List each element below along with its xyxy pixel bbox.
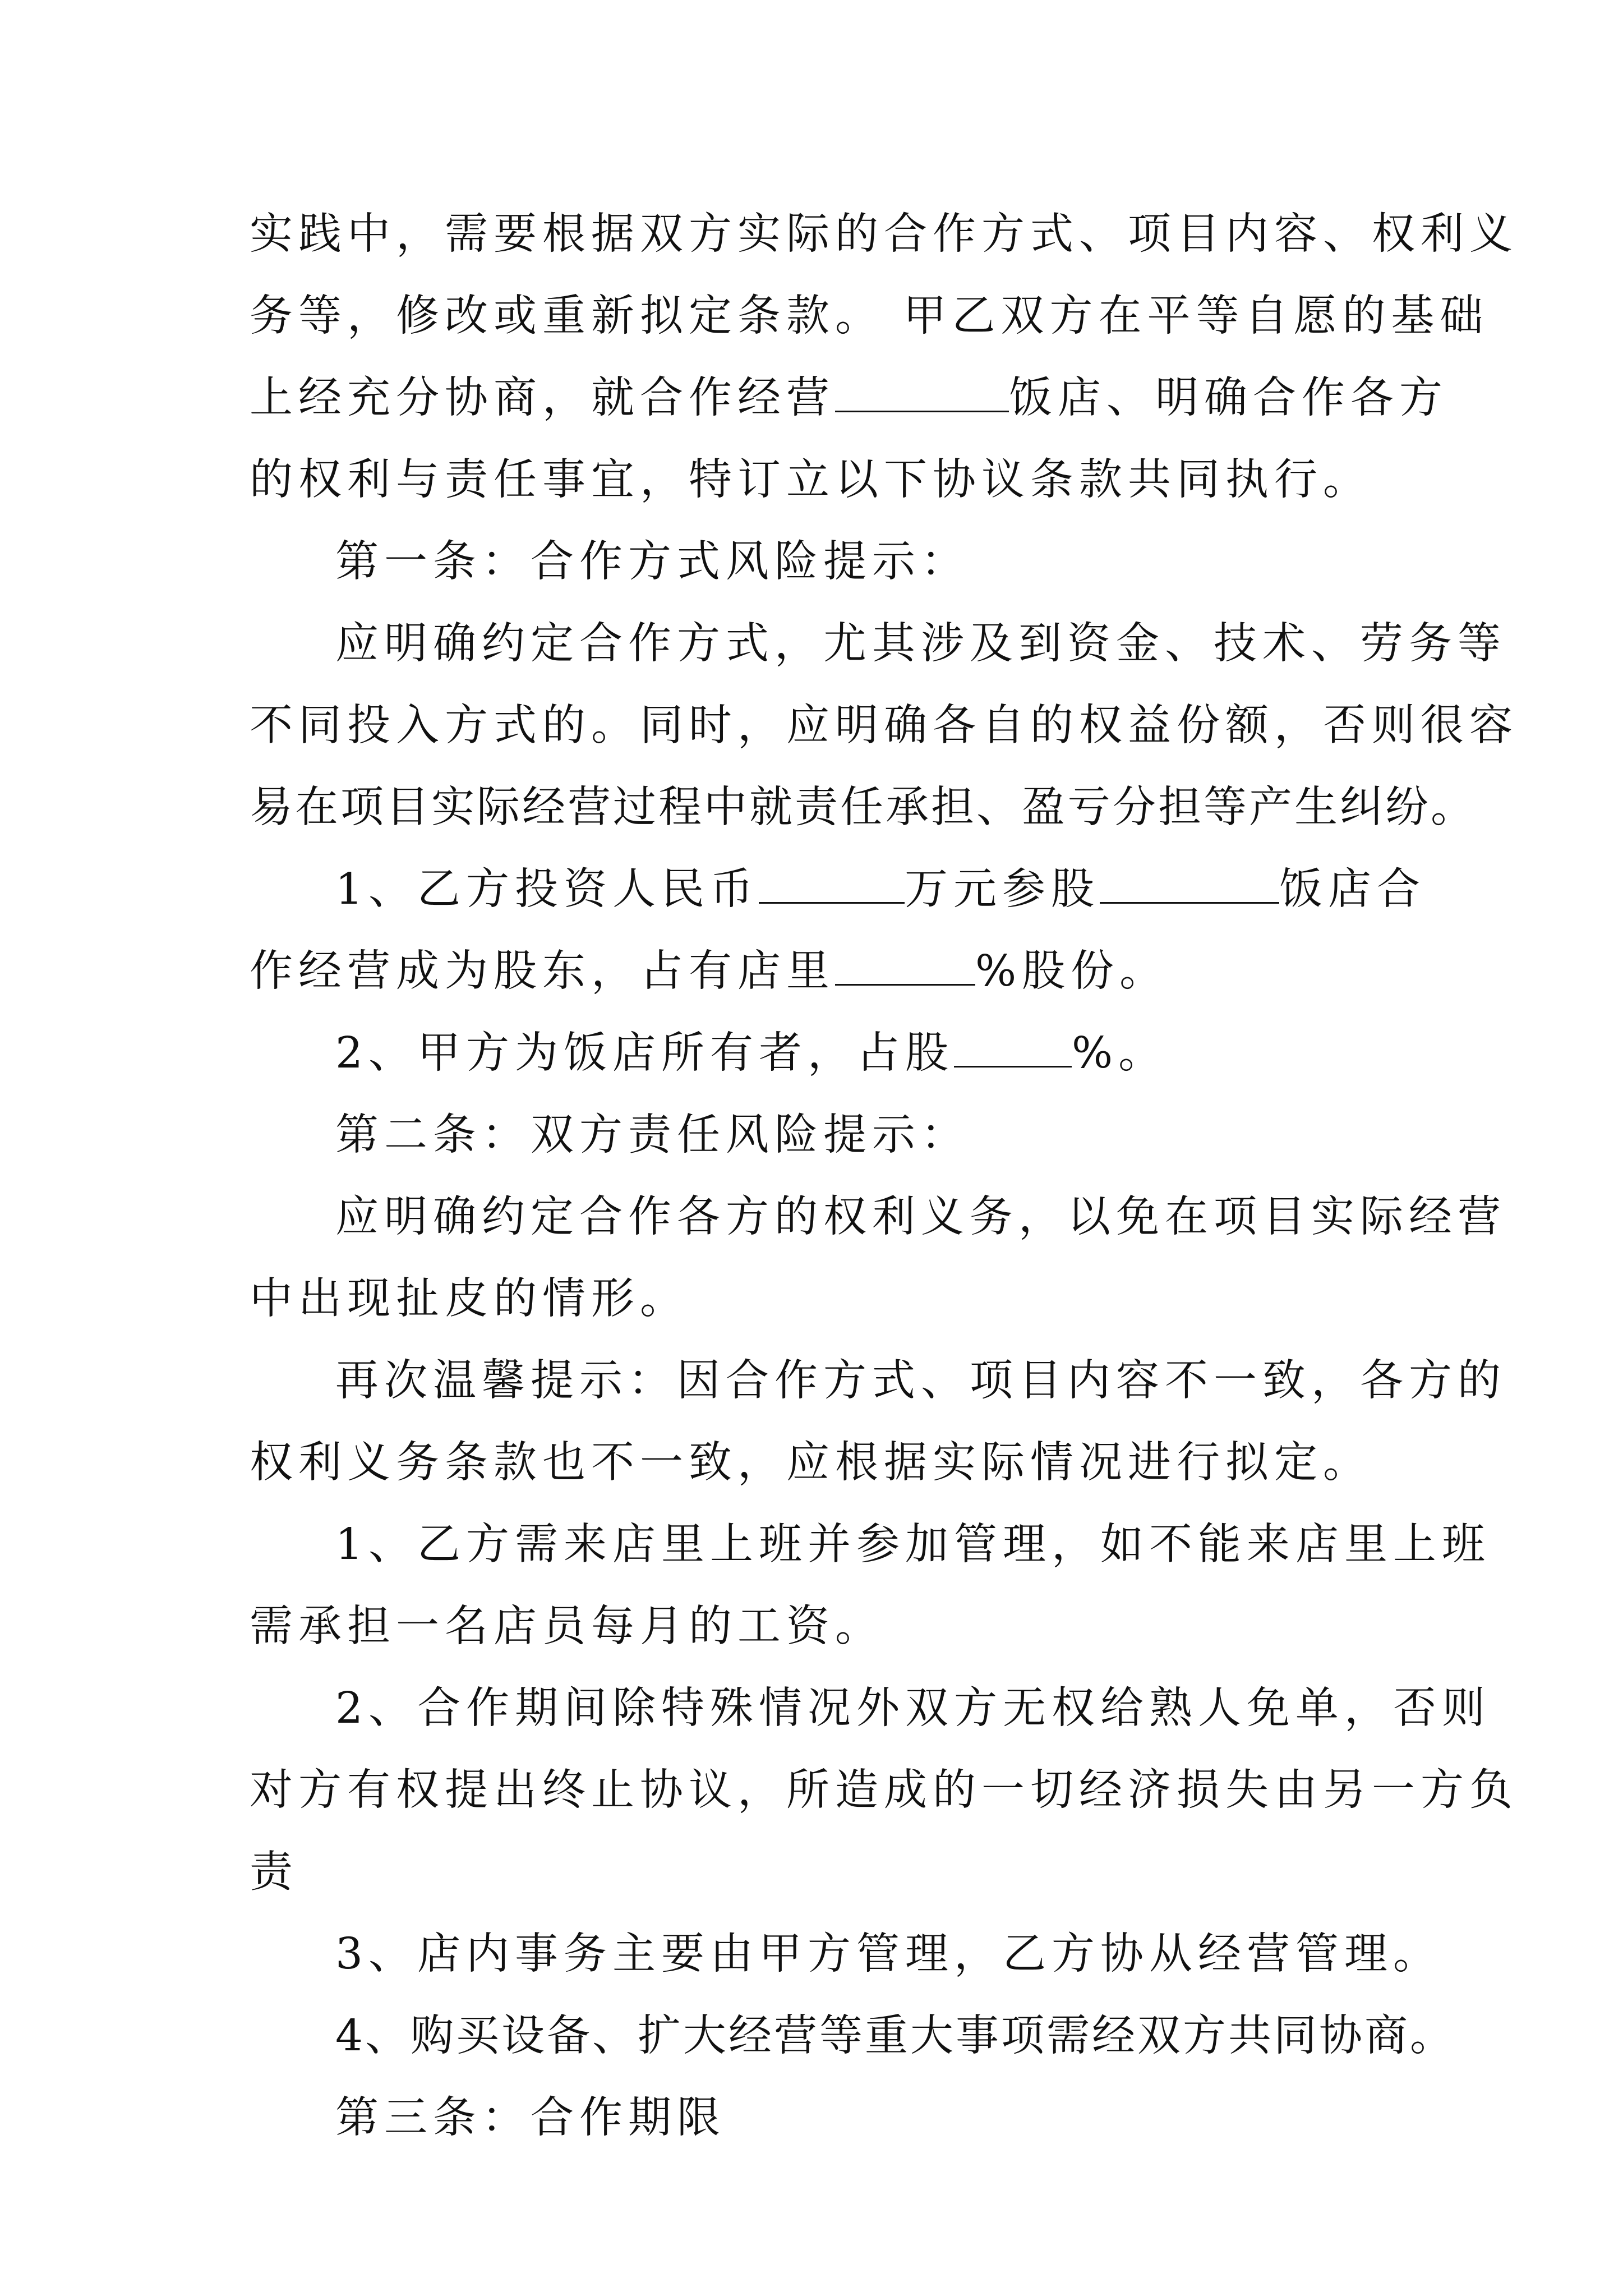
- article-3-heading: 第三条：合作期限: [335, 2093, 726, 2143]
- text-segment: 饭店合: [1279, 864, 1426, 914]
- text-segment: 饭店、明确合作各方: [1009, 373, 1448, 423]
- clause-1-1: [335, 850, 1426, 929]
- paragraph-line-4: 的权利与责任事宜，特订立以下协议条款共同执行。: [250, 455, 1372, 505]
- text-segment: 作经营成为股东，占有店里: [250, 946, 835, 996]
- text-segment: 万元参股: [905, 864, 1100, 914]
- article-2-heading: 第二条：双方责任风险提示：: [335, 1110, 970, 1160]
- paragraph-line-12: 应明确约定合作各方的权利义务，以免在项目实际经营: [335, 1192, 1506, 1242]
- clause-2-2: 2、合作期间除特殊情况外双方无权给熟人免单，否则: [335, 1683, 1491, 1733]
- text-segment: 上经充分协商，就合作经营: [250, 373, 835, 423]
- clause-2-1: 1、乙方需来店里上班并参加管理，如不能来店里上班: [335, 1520, 1491, 1570]
- paragraph-line-6: 应明确约定合作方式，尤其涉及到资金、技术、劳务等: [335, 619, 1506, 669]
- paragraph-line-8: 易在项目实际经营过程中就责任承担、盈亏分担等产生纠纷。: [250, 783, 1476, 832]
- clause-2-3: 3、店内事务主要由甲方管理，乙方协从经营管理。: [335, 1929, 1442, 1979]
- paragraph-line-7: 不同投入方式的。同时，应明确各自的权益份额，否则很容: [250, 701, 1518, 751]
- fill-in-blank[interactable]: [835, 945, 975, 986]
- fill-in-blank[interactable]: [759, 863, 905, 904]
- paragraph-line-13: 中出现扯皮的情形。: [250, 1274, 689, 1324]
- clause-2-2-end: 责: [250, 1847, 298, 1897]
- fill-in-blank[interactable]: [1100, 863, 1279, 904]
- article-1-heading: 第一条：合作方式风险提示：: [335, 537, 970, 587]
- fill-in-blank[interactable]: [835, 371, 1009, 412]
- text-segment: %。: [1072, 1028, 1168, 1078]
- paragraph-line-15: 权利义务条款也不一致，应根据实际情况进行拟定。: [250, 1438, 1372, 1488]
- text-segment: %股份。: [975, 946, 1169, 996]
- paragraph-line-2: 务等，修改或重新拟定条款。 甲乙双方在平等自愿的基础: [250, 291, 1489, 341]
- clause-2-2-continued: 对方有权提出终止协议，所造成的一切经济损失由另一方负: [250, 1765, 1518, 1815]
- paragraph-line-3: [250, 359, 1448, 438]
- paragraph-line-14: 再次温馨提示：因合作方式、项目内容不一致，各方的: [335, 1356, 1506, 1406]
- paragraph-line-1: 实践中，需要根据双方实际的合作方式、项目内容、权利义: [250, 209, 1518, 259]
- fill-in-blank[interactable]: [954, 1027, 1072, 1068]
- clause-2-1-continued: 需承担一名店员每月的工资。: [250, 1602, 884, 1651]
- clause-1-2: [335, 1014, 1422, 1093]
- clause-1-1-continued: [250, 932, 1422, 1011]
- text-segment: 1、乙方投资人民币: [335, 864, 759, 914]
- clause-2-4: 4、购买设备、扩大经营等重大事项需经双方共同协商。: [335, 2011, 1455, 2061]
- text-segment: 2、甲方为饭店所有者，占股: [335, 1028, 954, 1078]
